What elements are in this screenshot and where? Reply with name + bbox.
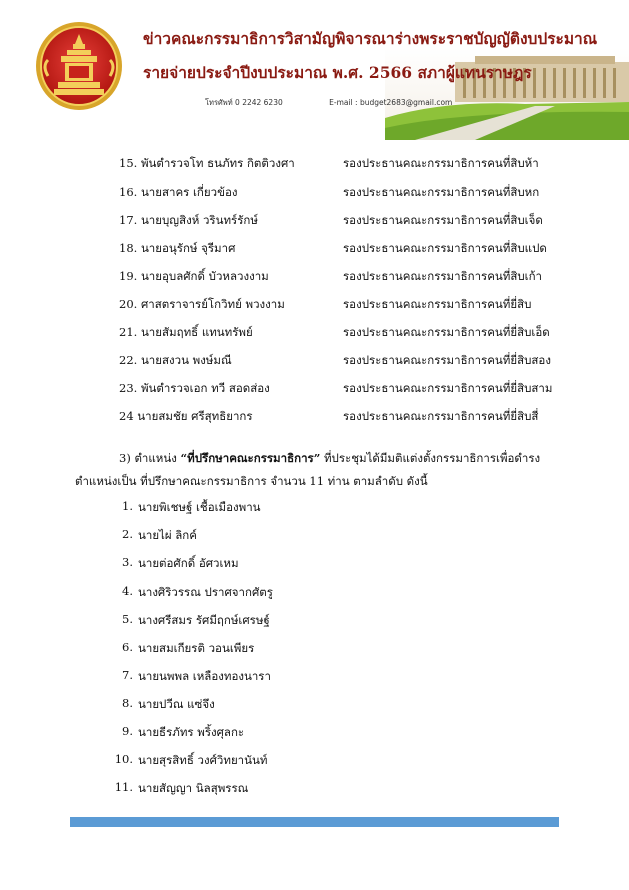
member-position: รองประธานคณะกรรมาธิการคนที่ยี่สิบเอ็ด	[343, 325, 550, 339]
advisor-number: 9.	[122, 724, 133, 738]
member-position: รองประธานคณะกรรมาธิการคนที่สิบหก	[343, 185, 540, 199]
header-phone: โทรศัพท์ 0 2242 6230	[205, 98, 283, 107]
advisor-name: นายสัญญา นิลสุพรรณ	[138, 781, 249, 795]
advisor-number: 8.	[122, 696, 133, 710]
member-name: 24 นายสมชัย ศรีสุทธิยากร	[119, 409, 253, 423]
member-name: 19. นายอุบลศักดิ์ บัวหลวงงาม	[119, 269, 269, 283]
advisor-number: 1.	[122, 499, 133, 513]
member-name: 21. นายสัมฤทธิ์ แทนทรัพย์	[119, 325, 253, 339]
member-position: รองประธานคณะกรรมาธิการคนที่สิบเก้า	[343, 269, 543, 283]
advisor-name: นายปวีณ แซ่จึง	[138, 697, 215, 711]
advisor-name: นายสมเกียรติ วอนเพียร	[138, 641, 255, 655]
header-title-line1: ข่าวคณะกรรมาธิการวิสามัญพิจารณาร่างพระราชบัญญัติงบประมาณ	[143, 29, 598, 48]
letterhead	[0, 0, 629, 140]
advisor-name: นางศรีสมร รัศมีฤกษ์เศรษฐ์	[138, 613, 270, 627]
member-name: 20. ศาสตราจารย์โกวิทย์ พวงงาม	[119, 297, 285, 311]
member-position: รองประธานคณะกรรมาธิการคนที่ยี่สิบสอง	[343, 353, 551, 367]
member-position: รองประธานคณะกรรมาธิการคนที่สิบแปด	[343, 241, 547, 255]
advisor-name: นายธีรภัทร พริ้งศุลกะ	[138, 725, 245, 739]
header-title-line2: รายจ่ายประจำปีงบประมาณ พ.ศ. 2566 สภาผู้แทนราษฎร	[143, 63, 532, 82]
member-position: รองประธานคณะกรรมาธิการคนที่สิบห้า	[343, 156, 539, 170]
advisor-name: นายนพพล เหลืองทองนารา	[138, 669, 271, 683]
advisor-number: 2.	[122, 527, 133, 541]
advisor-name: นายไผ่ ลิกค์	[138, 528, 197, 542]
section3-suffix: ที่ประชุมได้มีมติแต่งตั้งกรรมาธิการเพื่อดำรง	[320, 451, 541, 465]
member-position: รองประธานคณะกรรมาธิการคนที่ยี่สิบสี่	[343, 409, 539, 423]
advisor-number: 4.	[122, 584, 133, 598]
member-name: 17. นายบุญสิงห์ วรินทร์รักษ์	[119, 213, 258, 227]
advisor-name: นายพิเชษฐ์ เชื้อเมืองพาน	[138, 500, 261, 514]
advisor-number: 5.	[122, 612, 133, 626]
section3-line1	[119, 450, 540, 468]
advisor-number: 7.	[122, 668, 133, 682]
member-name: 15. พันตำรวจโท ธนภัทร กิตติวงศา	[119, 156, 295, 170]
member-name: 23. พันตำรวจเอก ทวี สอดส่อง	[119, 381, 270, 395]
member-name: 16. นายสาคร เกี่ยวข้อง	[119, 185, 238, 199]
advisor-number: 11.	[114, 780, 133, 794]
advisor-number: 3.	[122, 555, 133, 569]
advisor-number: 6.	[122, 640, 133, 654]
member-name: 18. นายอนุรักษ์ จุรีมาศ	[119, 241, 236, 255]
parliament-emblem-icon	[34, 20, 124, 112]
member-position: รองประธานคณะกรรมาธิการคนที่ยี่สิบสาม	[343, 381, 553, 395]
advisor-name: นายสุรสิทธิ์ วงศ์วิทยานันท์	[138, 753, 268, 767]
header-contact	[205, 97, 452, 109]
member-position: รองประธานคณะกรรมาธิการคนที่ยี่สิบ	[343, 297, 532, 311]
section3-line2: ตำแหน่งเป็น ที่ปรึกษาคณะกรรมาธิการ จำนวน 11 ท่าน ตามลำดับ ดังนี้	[75, 474, 428, 488]
section3-prefix: 3) ตำแหน่ง	[119, 451, 181, 465]
member-position: รองประธานคณะกรรมาธิการคนที่สิบเจ็ด	[343, 213, 543, 227]
header-email: E-mail : budget2683@gmail.com	[329, 98, 453, 107]
advisor-name: นางศิริวรรณ ปราศจากศัตรู	[138, 585, 273, 599]
member-name: 22. นายสงวน พงษ์มณี	[119, 353, 232, 367]
footer-bar	[70, 817, 559, 827]
section3-highlight: “ที่ปรึกษาคณะกรรมาธิการ”	[180, 451, 321, 465]
advisor-name: นายต่อศักดิ์ อัศวเหม	[138, 556, 239, 570]
advisor-number: 10.	[114, 752, 133, 766]
